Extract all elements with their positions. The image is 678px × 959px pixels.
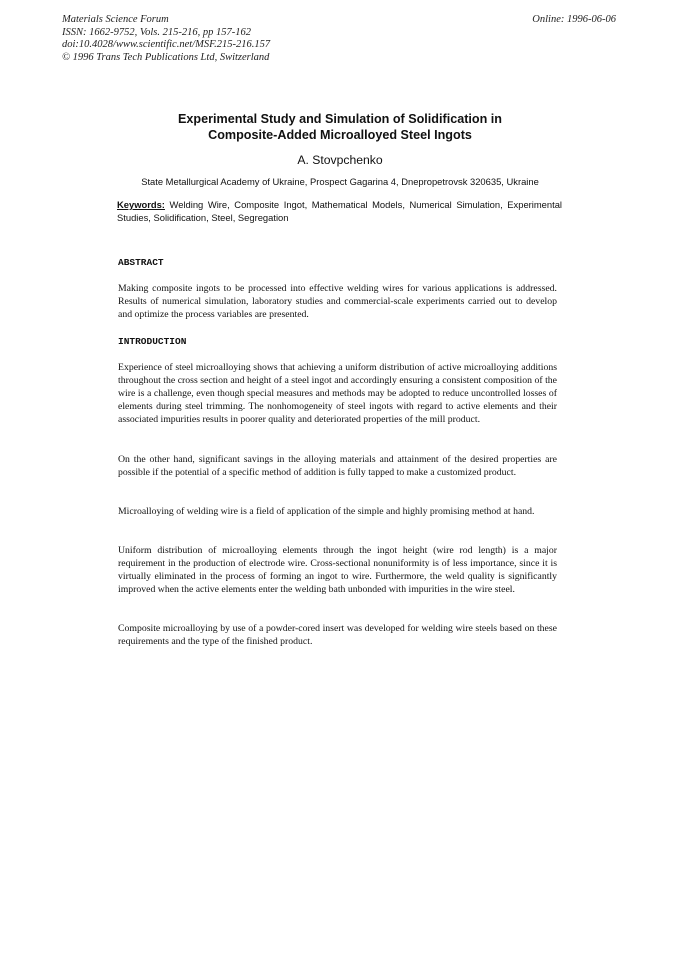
intro-paragraph-5: Composite microalloying by use of a powder-cored insert was developed for welding wire steels based on these requirements and the type of the finished product. bbox=[118, 623, 557, 647]
abstract-heading: ABSTRACT bbox=[118, 257, 164, 268]
paper-title bbox=[90, 111, 590, 143]
copyright-line: © 1996 Trans Tech Publications Ltd, Switzerland bbox=[62, 51, 270, 63]
author-name: A. Stovpchenko bbox=[297, 153, 383, 167]
intro-paragraph-4: Uniform distribution of microalloying elements through the ingot height (wire rod length) is a major requirement in the production of electrode wire. Cross-sectional nonuniformity is of less importance, since it is virtually eliminated in the process of forming an ingot to wire. Furthermore, the weld quality is significantly improved when the active elements enter the welding bath unbonded with impurities in the wire steel. bbox=[118, 545, 557, 595]
keywords-list: Welding Wire, Composite Ingot, Mathematical Models, Numerical Simulation, Experimental Studies, Solidification, Steel, Segregation bbox=[117, 199, 563, 223]
keywords-label: Keywords: bbox=[117, 199, 165, 210]
title-line-2: Composite-Added Microalloyed Steel Ingots bbox=[208, 128, 472, 142]
keywords-block bbox=[117, 199, 562, 224]
intro-paragraph-3: Microalloying of welding wire is a field of application of the simple and highly promising method at hand. bbox=[118, 506, 535, 517]
title-line-1: Experimental Study and Simulation of Solidification in bbox=[178, 112, 502, 126]
intro-paragraph-1: Experience of steel microalloying shows that achieving a uniform distribution of active microalloying additions throughout the cross section and height of a steel ingot and accordingly ensuring a consistent composition of the wire is a challenge, even though special measures and methods may be adopted to reduce uncontrolled losses of elements during steel trimming. The nonhomogeneity of steel ingots with regard to active elements and their associated impurities results in poorer quality and deteriorated properties of the mill product. bbox=[118, 362, 557, 425]
introduction-heading: INTRODUCTION bbox=[118, 336, 187, 347]
intro-paragraph-2: On the other hand, significant savings in the alloying materials and attainment of the desired properties are possible if the potential of a specific method of addition is fully tapped to make a customized product. bbox=[118, 454, 557, 478]
online-date: Online: 1996-06-06 bbox=[532, 14, 616, 25]
author-affiliation: State Metallurgical Academy of Ukraine, Prospect Gagarina 4, Dnepropetrovsk 320635, Ukraine bbox=[141, 176, 539, 187]
journal-header bbox=[62, 14, 270, 64]
abstract-text: Making composite ingots to be processed into effective welding wires for various applications is addressed. Results of numerical simulation, laboratory studies and commercial-scale experiments carried out to develop and optimize the process variables are presented. bbox=[118, 283, 557, 320]
doi-line[interactable]: doi:10.4028/www.scientific.net/MSF.215-216.157 bbox=[62, 39, 271, 50]
issn-line: ISSN: 1662-9752, Vols. 215-216, pp 157-162 bbox=[62, 26, 251, 38]
journal-name: Materials Science Forum bbox=[62, 14, 169, 25]
